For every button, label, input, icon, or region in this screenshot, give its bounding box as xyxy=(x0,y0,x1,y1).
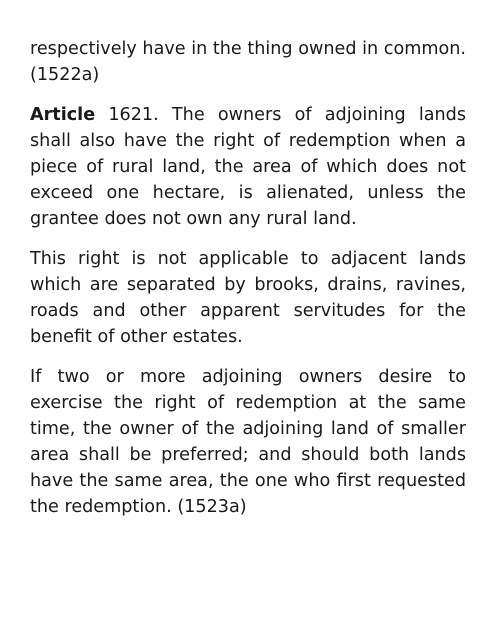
paragraph-exception xyxy=(30,246,466,350)
paragraph-continuation xyxy=(30,36,466,88)
article-label: Article xyxy=(30,105,96,125)
paragraph-text: This right is not applicable to adjacent lands which are separated by brooks, drains, ravines, roads and other apparent servitudes for the benefit of other estates. xyxy=(30,249,466,347)
paragraph-text: 1621. The owners of adjoining lands shall also have the right of redemption when a piece of rural land, the area of which does not exceed one hectare, is alienated, unless the grantee does not own any rural land. xyxy=(30,105,466,229)
paragraph-text: If two or more adjoining owners desire to exercise the right of redemption at the same time, the owner of the adjoining land of smaller area shall be preferred; and should both lands have the same area, the one who first requested the redemption. (1523a) xyxy=(30,367,466,517)
paragraph-preference xyxy=(30,364,466,520)
paragraph-text: respectively have in the thing owned in common. (1522a) xyxy=(30,39,466,85)
paragraph-article-1621 xyxy=(30,102,466,232)
document-page xyxy=(30,36,466,534)
